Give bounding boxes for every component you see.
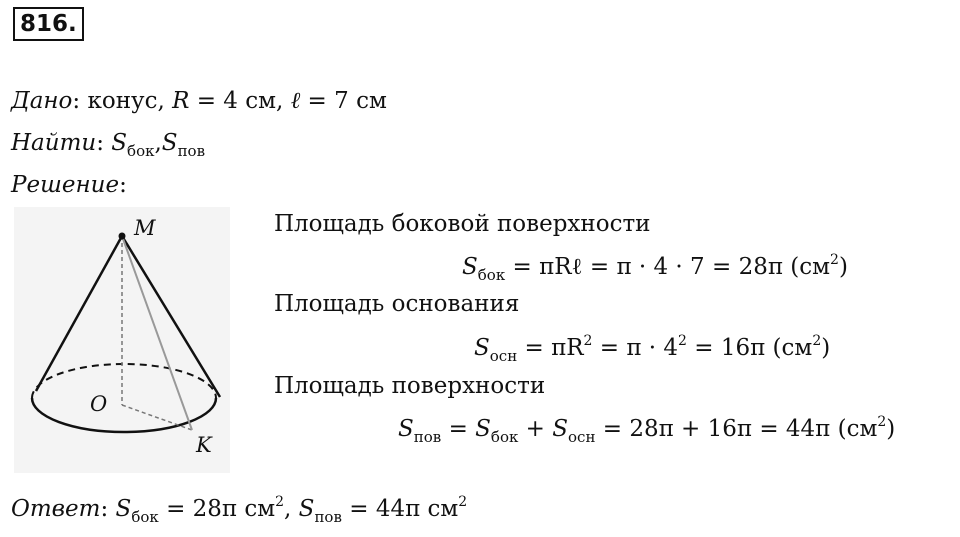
given-r-var: R [172,88,190,114]
cone-diagram [14,207,230,473]
answer-colon: : [100,496,109,522]
base-formula-sup2: 2 [678,333,687,349]
given-text: конус, [87,88,165,114]
find-label: Найти [11,130,97,156]
surface-formula-sub2: бок [490,428,519,446]
surface-formula-s3: S [552,416,569,442]
given-r-val: = 4 см, [196,88,284,114]
find-sub-pov: пов [177,142,206,160]
lateral-title: Площадь боковой поверхности [274,211,651,237]
surface-formula-eq: = [448,416,468,442]
base-formula-expr2: = π · 4 [599,335,679,361]
find-s-surface: S [161,130,178,156]
label-o: O [90,392,108,416]
lateral-formula-expr: = πRℓ = π · 4 · 7 = 28π (см [512,254,831,280]
surface-formula-s1: S [398,416,414,442]
base-formula [474,333,830,365]
base-formula-sup1: 2 [583,333,593,349]
given-line [11,88,387,114]
find-line [11,130,205,160]
base-formula-sup3: 2 [812,333,822,349]
answer-sub2: пов [314,508,342,526]
base-formula-expr1: = πR [524,335,584,361]
answer-s1: S [115,496,132,522]
answer-line [11,494,467,526]
lateral-formula-sub: бок [477,266,506,284]
lateral-formula [462,252,848,284]
given-label: Дано [11,88,73,114]
surface-formula-sup: 2 [877,414,887,430]
surface-formula-sub3: осн [568,428,596,446]
base-formula-expr3: = 16π (см [694,335,813,361]
lateral-formula-sup: 2 [830,252,839,268]
surface-formula-close: ) [886,416,896,442]
cone-figure [14,207,230,473]
answer-val2: = 44π см [349,496,459,522]
base-title: Площадь основания [274,291,520,317]
lateral-formula-s: S [462,254,478,280]
problem-number: 816. [13,7,84,41]
answer-val1: = 28π см [166,496,276,522]
base-formula-sub: осн [489,347,518,365]
find-s-lateral: S [111,130,128,156]
given-l-val: = 7 см [307,88,387,114]
surface-formula-s2: S [475,416,491,442]
solution-line [11,172,127,198]
answer-label: Ответ [11,496,101,522]
answer-sep: , [284,496,292,522]
base-formula-s: S [474,335,490,361]
answer-s2: S [298,496,315,522]
surface-formula [398,414,895,446]
answer-sup2: 2 [458,494,468,510]
label-m: M [134,216,156,240]
surface-formula-sub1: пов [413,428,442,446]
surface-formula-plus: + [525,416,545,442]
lateral-formula-close: ) [838,254,848,280]
base-formula-close: ) [821,335,831,361]
surface-formula-expr: = 28π + 16π = 44π (см [602,416,878,442]
given-l-var: ℓ [290,88,301,114]
answer-sub1: бок [131,508,159,526]
find-comma: , [154,130,162,156]
surface-title: Площадь поверхности [274,373,546,399]
solution-label: Решение [11,172,120,198]
solution-colon: : [119,172,127,198]
find-sub-bok: бок [127,142,155,160]
given-colon: : [72,88,81,114]
find-colon: : [96,130,104,156]
answer-sup1: 2 [275,494,285,510]
label-k: K [196,433,212,457]
